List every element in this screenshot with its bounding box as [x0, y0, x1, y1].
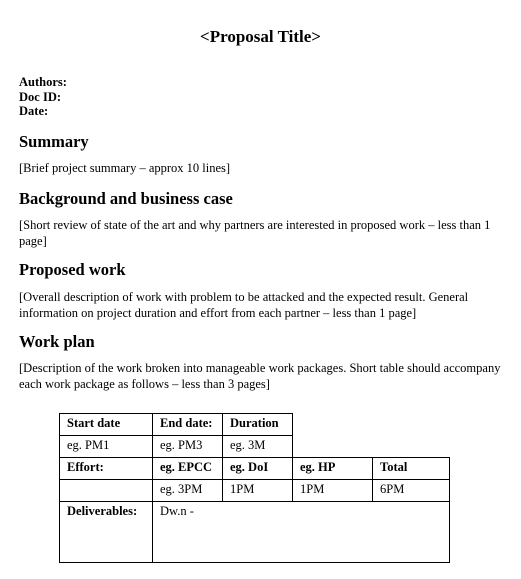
summary-text: [Brief project summary – approx 10 lines]: [19, 161, 231, 175]
proposal-title: <Proposal Title>: [200, 27, 321, 46]
table-row: [60, 436, 450, 458]
proposed-work-text: [Overall description of work with problem to be attacked and the expected result. General information on project duration and effort from each partner – less than 1 page]: [19, 290, 469, 320]
end-date-label: End date:: [153, 414, 223, 436]
duration-label: Duration: [223, 414, 293, 436]
total-value: 6PM: [373, 480, 450, 502]
hp-label: eg. HP: [293, 458, 373, 480]
end-date-value: eg. PM3: [153, 436, 223, 458]
deliverables-value: Dw.n -: [153, 502, 450, 563]
background-text: [Short review of state of the art and why partners are interested in proposed work – less than 1 page]: [19, 218, 491, 248]
document-meta: [19, 75, 67, 119]
epcc-value: eg. 3PM: [153, 480, 223, 502]
table-row: [60, 502, 450, 563]
effort-blank-cell: [60, 480, 153, 502]
proposed-work-heading: Proposed work: [19, 260, 126, 279]
effort-label: Effort:: [60, 458, 153, 480]
date-label: Date:: [19, 104, 49, 118]
table-row: [60, 458, 450, 480]
table-row: [60, 414, 450, 436]
background-heading: Background and business case: [19, 189, 233, 208]
summary-heading: Summary: [19, 132, 89, 151]
doi-label: eg. DoI: [223, 458, 293, 480]
duration-value: eg. 3M: [223, 436, 293, 458]
epcc-label: eg. EPCC: [153, 458, 223, 480]
hp-value: 1PM: [293, 480, 373, 502]
work-package-table: [59, 413, 450, 563]
table-row: [60, 480, 450, 502]
doi-value: 1PM: [223, 480, 293, 502]
doc-id-label: Doc ID:: [19, 89, 62, 104]
authors-label: Authors:: [19, 75, 67, 89]
start-date-value: eg. PM1: [60, 436, 153, 458]
work-plan-heading: Work plan: [19, 332, 95, 351]
start-date-label: Start date: [60, 414, 153, 436]
deliverables-label: Deliverables:: [60, 502, 153, 563]
work-plan-text: [Description of the work broken into manageable work packages. Short table should accompany each work package as follows – less than 3 pages]: [19, 361, 501, 391]
total-label: Total: [373, 458, 450, 480]
